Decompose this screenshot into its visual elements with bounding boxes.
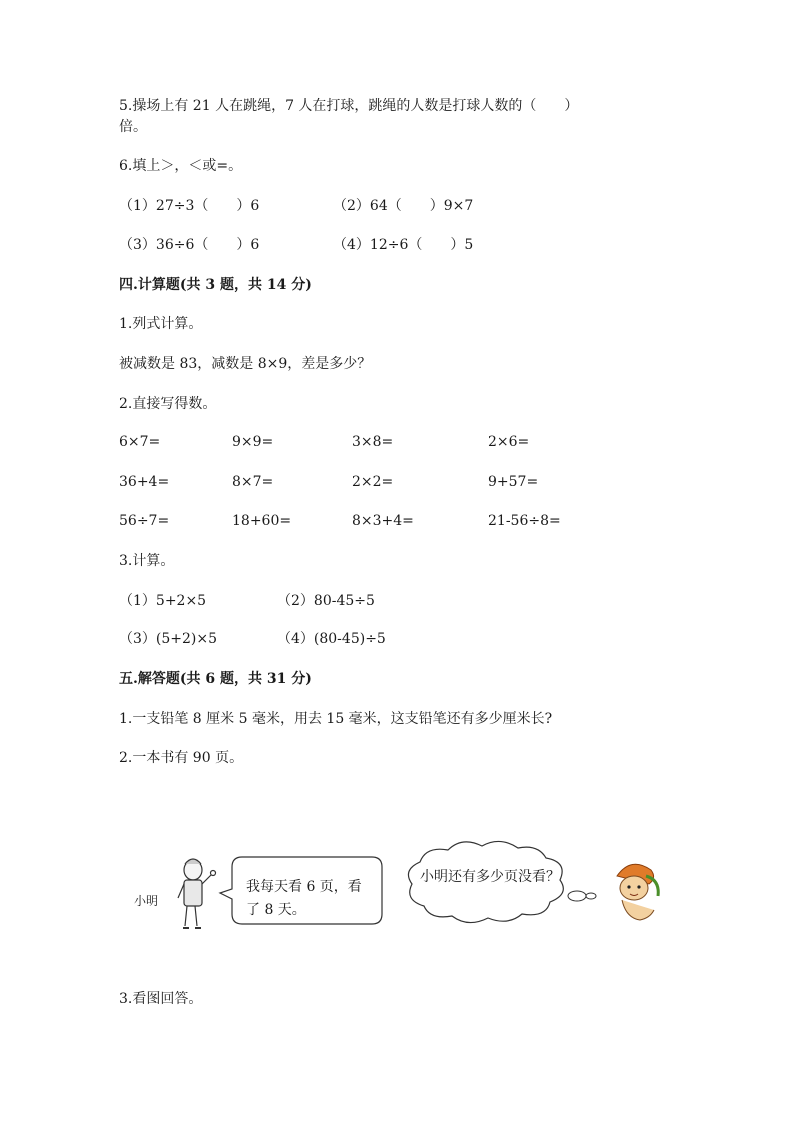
q5-line2: 倍。 xyxy=(119,119,147,135)
speech-line-1: 我每天看 6 页，看 xyxy=(246,879,362,895)
calc-cell: 9+57= xyxy=(488,474,539,490)
speech-line-2: 了 8 天。 xyxy=(246,902,306,918)
calc-cell: 3×8= xyxy=(352,434,394,450)
s4-q2-title: 2.直接写得数。 xyxy=(119,396,217,412)
calc-cell: 8×3+4= xyxy=(352,513,414,529)
s4-q3-item-1: （1）5+2×5 xyxy=(119,593,207,609)
q5-line1: 5.操场上有 21 人在跳绳，7 人在打球，跳绳的人数是打球人数的（ ） xyxy=(119,98,579,114)
calc-cell: 2×2= xyxy=(352,474,394,490)
calc-cell: 9×9= xyxy=(232,434,274,450)
section4-heading: 四.计算题(共 3 题，共 14 分) xyxy=(119,277,312,293)
section5-heading: 五.解答题(共 6 题，共 31 分) xyxy=(119,671,312,687)
s4-q3-title: 3.计算。 xyxy=(119,553,175,569)
q6-item-1: （1）27÷3（ ）6 xyxy=(119,198,260,214)
boy-figure-icon xyxy=(178,859,216,928)
q6-item-2: （2）64（ ）9×7 xyxy=(333,198,474,214)
s4-q1-title: 1.列式计算。 xyxy=(119,316,203,332)
thought-text: 小明还有多少页没看？ xyxy=(420,869,560,885)
q6-item-3: （3）36÷6（ ）6 xyxy=(119,237,260,253)
boy-name-label: 小明 xyxy=(134,894,159,908)
s4-q1-text: 被减数是 83，减数是 8×9，差是多少？ xyxy=(119,356,372,372)
s4-q3-item-2: （2）80-45÷5 xyxy=(277,593,375,609)
calc-cell: 36+4= xyxy=(119,474,170,490)
girl-figure-icon xyxy=(617,864,658,920)
calc-cell: 18+60= xyxy=(232,513,292,529)
s5-q3: 3.看图回答。 xyxy=(119,991,203,1007)
q6-title: 6.填上＞，＜或=。 xyxy=(119,158,243,174)
s4-q3-item-3: （3）(5+2)×5 xyxy=(119,631,218,647)
calc-cell: 2×6= xyxy=(488,434,530,450)
s5-q2: 2.一本书有 90 页。 xyxy=(119,750,244,766)
calc-cell: 56÷7= xyxy=(119,513,170,529)
word-problem-illustration xyxy=(0,780,794,950)
s4-q3-item-4: （4）(80-45)÷5 xyxy=(277,631,386,647)
calc-cell: 8×7= xyxy=(232,474,274,490)
s5-q1: 1.一支铅笔 8 厘米 5 毫米，用去 15 毫米，这支铅笔还有多少厘米长? xyxy=(119,711,553,727)
q6-item-4: （4）12÷6（ ）5 xyxy=(333,237,474,253)
calc-cell: 21-56÷8= xyxy=(488,513,561,529)
calc-cell: 6×7= xyxy=(119,434,161,450)
